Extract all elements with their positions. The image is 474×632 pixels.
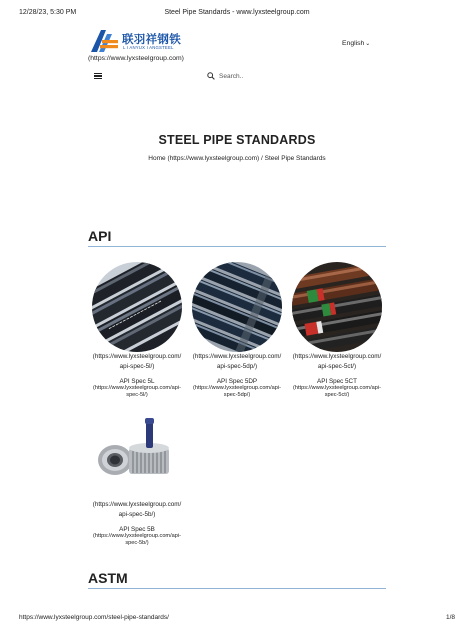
- product-name-url-2[interactable]: spec-5b/): [125, 539, 149, 546]
- logo-en-text: L I ANYUX I ANGSTEEL: [123, 45, 174, 50]
- print-datetime: 12/28/23, 5:30 PM: [19, 9, 77, 16]
- product-link-line-1[interactable]: (https://www.lyxsteelgroup.com/: [92, 353, 182, 360]
- menu-icon[interactable]: [94, 73, 102, 79]
- product-name-url-1[interactable]: (https://www.lyxsteelgroup.com/api-: [93, 533, 181, 539]
- print-doc-title: Steel Pipe Standards - www.lyxsteelgroup.com: [164, 9, 310, 16]
- product-name[interactable]: API Spec 5B: [119, 526, 155, 533]
- section-title-api: API: [88, 228, 112, 244]
- page-title: STEEL PIPE STANDARDS: [158, 133, 316, 147]
- product-name-url-2[interactable]: spec-5dp/): [223, 391, 251, 398]
- section-divider: [88, 588, 386, 589]
- product-name[interactable]: API Spec 5L: [119, 378, 155, 385]
- product-name-url-1[interactable]: (https://www.lyxsteelgroup.com/api-: [293, 385, 381, 391]
- chevron-down-icon: ⌄: [365, 41, 371, 47]
- product-image-api-5ct[interactable]: [292, 262, 382, 352]
- product-name-url-2[interactable]: spec-5l/): [126, 391, 148, 398]
- product-image-api-5l[interactable]: [92, 262, 182, 352]
- search-input[interactable]: Search..: [219, 73, 244, 80]
- product-name-url-2[interactable]: spec-5ct/): [324, 391, 350, 398]
- section-title-astm: ASTM: [88, 570, 128, 586]
- print-url: https://www.lyxsteelgroup.com/steel-pipe-standards/: [19, 614, 169, 621]
- product-image-api-5b[interactable]: [87, 412, 187, 512]
- breadcrumb[interactable]: Home (https://www.lyxsteelgroup.com) / Steel Pipe Standards: [148, 155, 326, 162]
- product-name[interactable]: API Spec 5CT: [317, 378, 357, 385]
- product-link-line-2[interactable]: api-spec-5dp/): [216, 363, 258, 370]
- print-footer: [0, 614, 474, 624]
- language-selector[interactable]: [342, 40, 370, 47]
- logo-cn-text: 联羽祥钢铁: [122, 32, 181, 46]
- product-image-api-5dp[interactable]: [192, 262, 282, 352]
- site-logo[interactable]: [89, 28, 209, 54]
- product-link-line-2[interactable]: api-spec-5ct/): [317, 363, 357, 370]
- product-name-url-1[interactable]: (https://www.lyxsteelgroup.com/api-: [93, 385, 181, 391]
- print-header: [0, 9, 474, 21]
- product-link-line-1[interactable]: (https://www.lyxsteelgroup.com/: [92, 501, 182, 508]
- product-link-line-2[interactable]: api-spec-5l/): [119, 363, 155, 370]
- logo-link[interactable]: (https://www.lyxsteelgroup.com): [88, 55, 184, 62]
- product-link-line-1[interactable]: (https://www.lyxsteelgroup.com/: [192, 353, 282, 360]
- search-icon[interactable]: [207, 72, 215, 80]
- product-name-url-1[interactable]: (https://www.lyxsteelgroup.com/api-: [193, 385, 281, 391]
- language-label: English: [342, 40, 365, 47]
- product-link-line-1[interactable]: (https://www.lyxsteelgroup.com/: [292, 353, 382, 360]
- logo-mark-icon: [89, 28, 119, 54]
- product-name[interactable]: API Spec 5DP: [216, 378, 258, 385]
- section-divider: [88, 246, 386, 247]
- print-page-number: 1/8: [445, 614, 455, 621]
- product-link-line-2[interactable]: api-spec-5b/): [118, 511, 156, 518]
